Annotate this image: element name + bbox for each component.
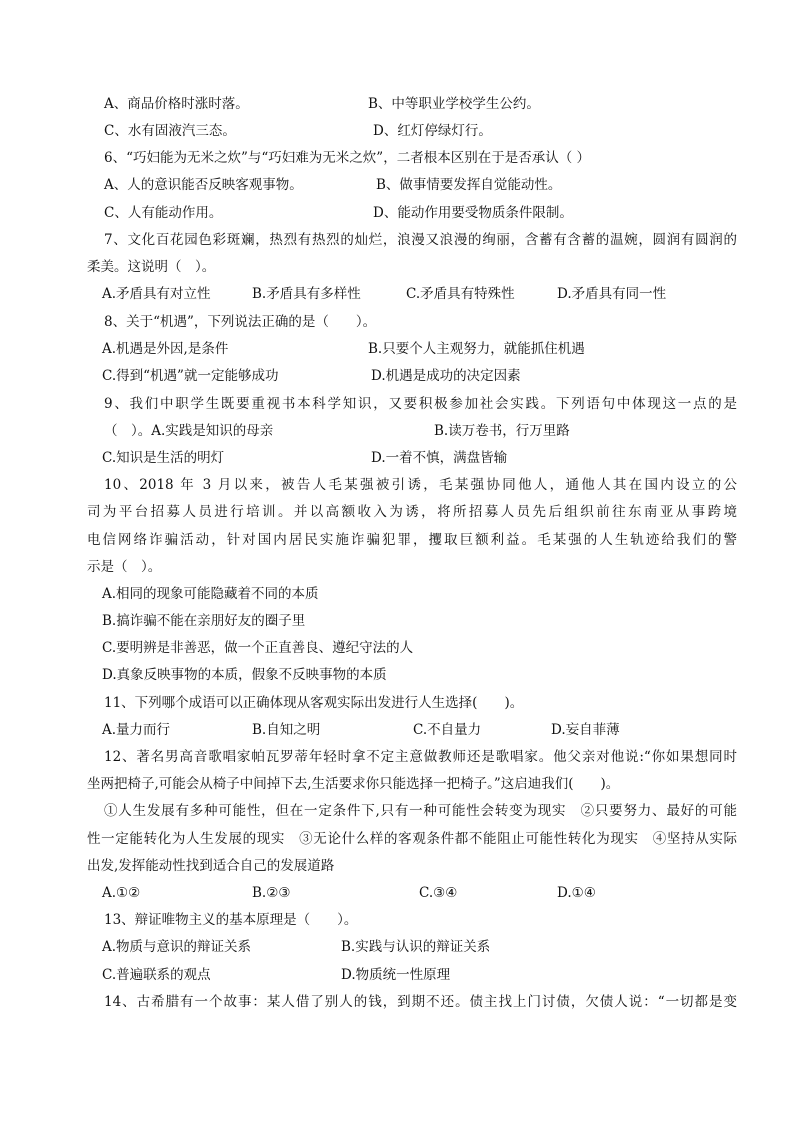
q9-stem: 9、我们中职学生既要重视书本科学知识，又要积极参加社会实践。下列语句中体现这一点的是 — [104, 396, 737, 412]
q5-option-b: B、中等职业学校学生公约。 — [368, 96, 540, 112]
q12-option-b: B.②③ — [252, 885, 291, 901]
q7-stem-line-2: 柔美。这说明（ ）。 — [87, 259, 216, 275]
q5-option-d: D、红灯停绿灯行。 — [373, 123, 492, 139]
q12-statements-line-3: 出发,发挥能动性找到适合自己的发展道路 — [87, 858, 335, 874]
q13-option-b: B.实践与认识的辩证关系 — [341, 939, 491, 955]
q10-option-a: A.相同的现象可能隐藏着不同的本质 — [102, 586, 319, 602]
q11-option-b: B.自知之明 — [252, 722, 321, 738]
q10-stem-line-4: 示是（ ）。 — [87, 559, 162, 575]
q5-option-c: C、水有固液汽三态。 — [104, 123, 236, 139]
q11-option-a: A.量力而行 — [102, 722, 171, 738]
q5-option-a: A、商品价格时涨时落。 — [104, 96, 249, 112]
q6-option-b: B、做事情要发挥自觉能动性。 — [376, 177, 562, 193]
q8-option-d: D.机遇是成功的决定因素 — [371, 368, 521, 384]
q8-stem: 8、关于“机遇”，下列说法正确的是（ ）。 — [104, 314, 377, 330]
q6-option-c: C、人有能动作用。 — [104, 205, 223, 221]
q10-option-b: B.搞诈骗不能在亲朋好友的圈子里 — [102, 613, 306, 629]
q12-stem-line-1: 12、著名男高音歌唱家帕瓦罗蒂年轻时拿不定主意做教师还是歌唱家。他父亲对他说:“你如果想同时 — [104, 749, 737, 765]
q8-option-c: C.得到“机遇”就一定能够成功 — [102, 368, 279, 384]
q9-option-d: D.一着不慎，满盘皆输 — [371, 450, 508, 466]
q14-stem-line-1: 14、古希腊有一个故事：某人借了别人的钱，到期不还。债主找上门讨债，欠债人说：“一切都是变 — [104, 994, 737, 1010]
q13-stem: 13、辩证唯物主义的基本原理是（ ）。 — [104, 912, 358, 928]
q10-stem-line-2: 司为平台招募人员进行培训。并以高额收入为诱，将所招募人员先后组织前往东南亚从事跨境 — [87, 504, 737, 520]
q10-option-d: D.真象反映事物的本质，假象不反映事物的本质 — [102, 667, 387, 683]
q7-option-b: B.矛盾具有多样性 — [252, 286, 361, 302]
q9-option-c: C.知识是生活的明灯 — [102, 450, 225, 466]
q7-stem-line-1: 7、文化百花园色彩斑斓，热烈有热烈的灿烂，浪漫又浪漫的绚丽，含蓄有含蓄的温婉，圆润有圆润的 — [104, 232, 737, 248]
q11-option-c: C.不自量力 — [413, 722, 482, 738]
q13-option-a: A.物质与意识的辩证关系 — [102, 939, 252, 955]
q6-stem: 6、“巧妇能为无米之炊”与“巧妇难为无米之炊”，二者根本区别在于是否承认（ ） — [104, 150, 590, 166]
q12-stem-line-2: 坐两把椅子,可能会从椅子中间掉下去,生活要求你只能选择一把椅子。”这启迪我们( )。 — [87, 776, 620, 792]
q12-statements-line-1: ①人生发展有多种可能性，但在一定条件下,只有一种可能性会转变为现实 ②只要努力、最好的可能 — [104, 803, 737, 819]
q9-option-a: （ ）。A.实践是知识的母亲 — [104, 423, 274, 439]
q13-option-d: D.物质统一性原理 — [341, 967, 451, 983]
q9-option-b: B.读万卷书，行万里路 — [434, 423, 570, 439]
q10-stem-line-3: 电信网络诈骗活动，针对国内居民实施诈骗犯罪，攫取巨额利益。毛某强的人生轨迹给我们的警 — [87, 532, 737, 548]
q7-option-c: C.矛盾具有特殊性 — [406, 286, 515, 302]
q11-option-d: D.妄自菲薄 — [551, 722, 620, 738]
q11-stem: 11、下列哪个成语可以正确体现从客观实际出发进行人生选择( )。 — [104, 695, 524, 711]
q7-option-d: D.矛盾具有同一性 — [557, 286, 667, 302]
q6-option-a: A、人的意识能否反映客观事物。 — [104, 177, 303, 193]
q12-option-c: C.③④ — [419, 885, 458, 901]
q10-option-c: C.要明辨是非善恶，做一个正直善良、遵纪守法的人 — [102, 640, 414, 656]
q12-statements-line-2: 性一定能转化为人生发展的现实 ③无论什么样的客观条件都不能阻止可能性转化为现实 ④坚持从实际 — [87, 831, 737, 847]
q12-option-d: D.①④ — [557, 885, 596, 901]
q10-stem-line-1: 10、2018 年 3 月以来，被告人毛某强被引诱，毛某强协同他人，通他人其在国内设立的公 — [104, 477, 737, 493]
q13-option-c: C.普遍联系的观点 — [102, 967, 211, 983]
q6-option-d: D、能动作用要受物质条件限制。 — [373, 205, 573, 221]
q8-option-a: A.机遇是外因,是条件 — [102, 341, 229, 357]
q7-option-a: A.矛盾具有对立性 — [102, 286, 211, 302]
q12-option-a: A.①② — [102, 885, 141, 901]
q8-option-b: B.只要个人主观努力，就能抓住机遇 — [368, 341, 585, 357]
